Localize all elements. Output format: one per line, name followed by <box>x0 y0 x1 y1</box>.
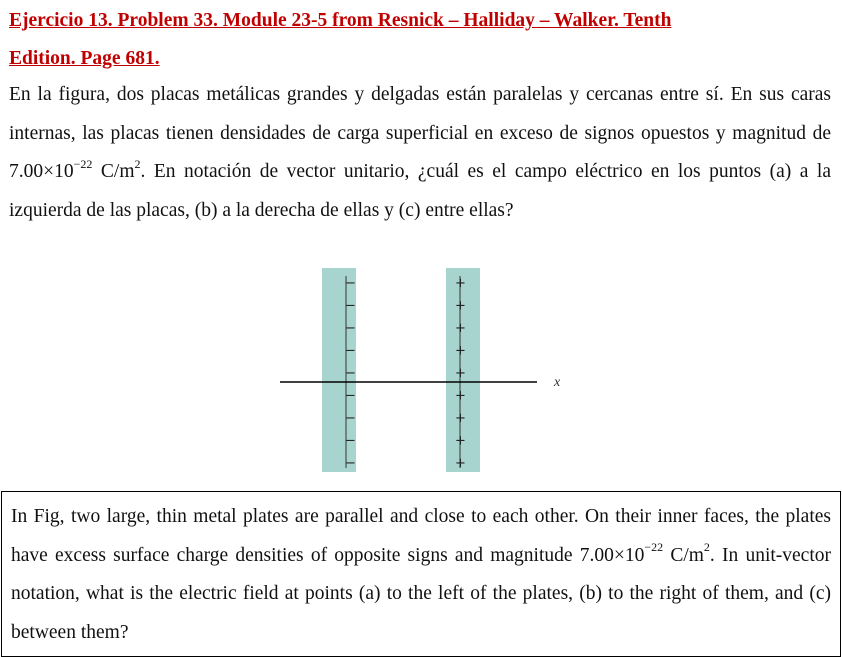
positive-charge-sign: + <box>455 411 466 426</box>
positive-charge-sign: + <box>455 298 466 314</box>
negative-charge-sign: − <box>345 366 356 381</box>
spanish-exponent-2: 2 <box>134 156 141 171</box>
positive-charge-sign: + <box>455 456 466 471</box>
english-exponent-2: 2 <box>703 540 710 554</box>
positive-charge-sign: + <box>455 343 466 359</box>
spanish-exponent-1: −22 <box>73 156 93 171</box>
positive-charge-sign: + <box>455 388 466 404</box>
plates-figure <box>270 268 580 482</box>
positive-charge-sign: + <box>455 366 466 381</box>
negative-charge-sign: − <box>345 433 356 449</box>
spanish-text-part-2: C/m <box>92 161 135 182</box>
positive-charge-sign: + <box>455 276 466 291</box>
title-line-1: Ejercicio 13. Problem 33. Module 23-5 from Resnick – Halliday – Walker. Tenth <box>9 10 672 31</box>
positive-charge-sign: + <box>455 321 466 336</box>
negative-charge-sign: − <box>345 298 356 314</box>
english-exponent-1: −22 <box>644 540 664 554</box>
negative-charge-sign: − <box>345 321 356 336</box>
spanish-text-part-3: . En notación de vector unitario, ¿cuál es el campo eléctrico en los puntos (a) a la izquierda de las placas, (b) a la derecha de ellas y (c) entre ellas? <box>9 161 832 221</box>
plates-group <box>322 268 480 472</box>
spanish-problem-text <box>9 76 831 230</box>
english-text-part-2: C/m <box>663 544 704 566</box>
x-axis-label: x <box>554 375 561 390</box>
english-problem-box <box>1 491 841 657</box>
title-line-2: Edition. Page 681. <box>9 48 160 69</box>
spanish-text-part-1: En la figura, dos placas metálicas grandes y delgadas están paralelas y cercanas entre sí. En sus caras internas, las placas tienen densidades de carga superficial en exceso de signos opuestos y magnitud de 7.00×10 <box>9 84 831 182</box>
english-text-part-1: In Fig, two large, thin metal plates are parallel and close to each other. On their inner faces, the plates have excess surface charge densities of opposite signs and magnitude 7.00×10 <box>11 506 831 566</box>
english-text-part-3: . In unit-vector notation, what is the electric field at points (a) to the left of the plates, (b) to the right of them, and (c) between them? <box>11 544 831 643</box>
exercise-title <box>9 2 831 78</box>
negative-charge-sign: − <box>345 343 356 359</box>
negative-charge-sign: − <box>345 388 356 404</box>
negative-charge-sign: − <box>345 276 356 291</box>
positive-charge-sign: + <box>455 433 466 449</box>
negative-charge-sign: − <box>345 411 356 426</box>
negative-charge-sign: − <box>345 456 356 471</box>
plates-diagram <box>270 268 580 482</box>
